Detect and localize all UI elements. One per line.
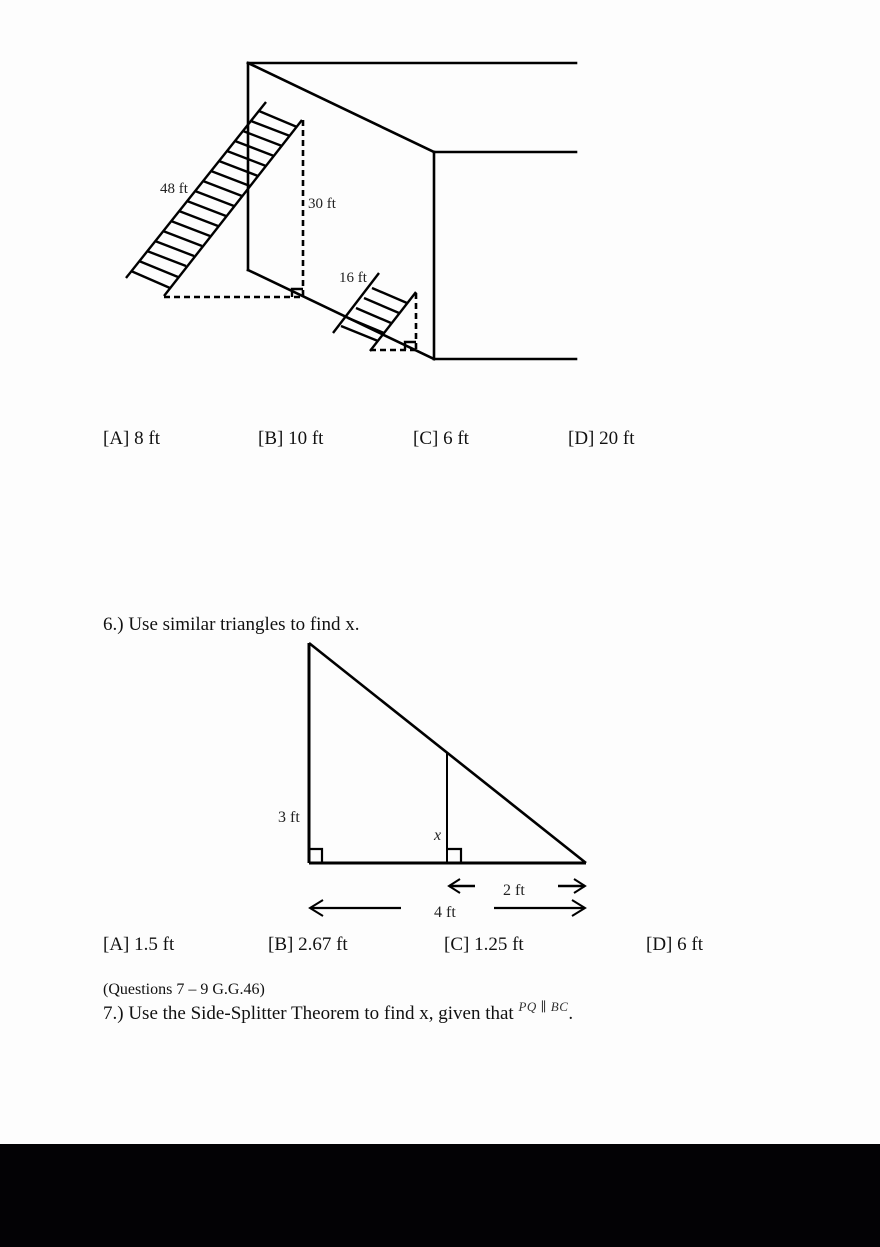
q5-choice-d[interactable]: [D] 20 ft [568,428,635,449]
q6-choice-a[interactable]: [A] 1.5 ft [103,934,175,955]
parallel-condition: PQ ∥ BC [518,999,569,1014]
q6-choice-d[interactable]: [D] 6 ft [646,934,703,955]
q7-prompt [103,999,574,1024]
q7-end-punct: . [568,1003,574,1024]
bottom-black-band [0,1144,880,1247]
section-note: (Questions 7 – 9 G.G.46) [103,981,265,998]
q5-choice-b[interactable]: [B] 10 ft [258,428,324,449]
q6-choice-b[interactable]: [B] 2.67 ft [268,934,348,955]
left-side-label: 3 ft [278,809,300,826]
inner-side-label: x [434,827,442,844]
q6-prompt: 6.) Use similar triangles to find x. [103,614,360,635]
ladder-long-label: 48 ft [160,181,188,197]
short-base-label: 2 ft [503,882,525,899]
height-long-label: 30 ft [308,196,336,212]
q5-choice-a[interactable]: [A] 8 ft [103,428,160,449]
q7-prompt-text: 7.) Use the Side-Splitter Theorem to find x, given that [103,1003,514,1024]
ladder-short-label: 16 ft [339,270,367,286]
long-base-label: 4 ft [434,904,456,921]
q5-choice-c[interactable]: [C] 6 ft [413,428,469,449]
q6-choice-c[interactable]: [C] 1.25 ft [444,934,524,955]
